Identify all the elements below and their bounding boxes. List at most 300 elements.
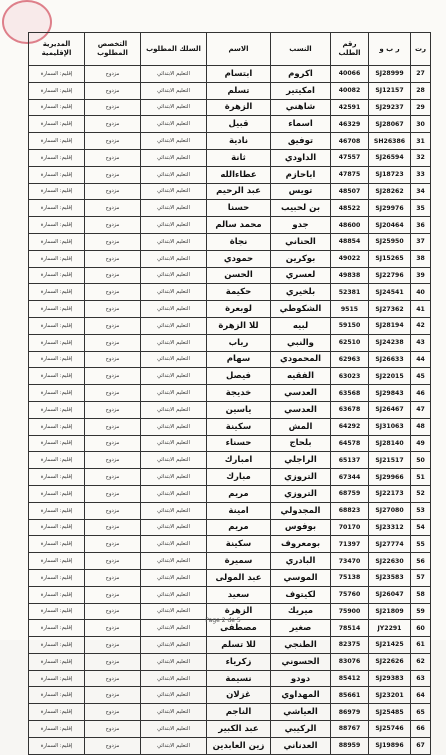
cell-order: SJ24541 [369,284,411,301]
cell-required-track: التعليم الابتدائي [141,586,207,603]
cell-required-specialty: مزدوج [85,452,141,469]
cell-application-no: 75138 [331,569,369,586]
cell-required-specialty: مزدوج [85,301,141,318]
cell-required-track: التعليم الابتدائي [141,687,207,704]
cell-order: SJ26633 [369,351,411,368]
cell-required-specialty: مزدوج [85,485,141,502]
cell-required-specialty: مزدوج [85,418,141,435]
cell-regional-directorate: إقليم: السمارة [29,301,85,318]
cell-first-name: امينة [207,502,271,519]
cell-order: SJ22626 [369,653,411,670]
cell-required-track: التعليم الابتدائي [141,149,207,166]
cell-order: SJ28067 [369,116,411,133]
cell-first-name: فيصل [207,368,271,385]
cell-required-track: التعليم الابتدائي [141,217,207,234]
cell-order: SJ25485 [369,704,411,721]
cell-order: SJ29843 [369,385,411,402]
cell-required-specialty: مزدوج [85,267,141,284]
cell-required-specialty: مزدوج [85,149,141,166]
cell-order: SJ25950 [369,233,411,250]
cell-application-no: 82375 [331,637,369,654]
table-row [29,653,431,670]
cell-order: SJ28140 [369,435,411,452]
cell-first-name: امبارك [207,452,271,469]
cell-first-name: الزهرة [207,99,271,116]
cell-family-name: الطنجي [271,637,331,654]
cell-first-name: نجاة [207,233,271,250]
cell-application-no: 47875 [331,166,369,183]
cell-order: SJ19896 [369,737,411,754]
cell-regional-directorate: إقليم: السمارة [29,553,85,570]
cell-application-no: 40082 [331,82,369,99]
table-row [29,82,431,99]
cell-required-track: التعليم الابتدائي [141,418,207,435]
cell-application-no: 52381 [331,284,369,301]
cell-family-name: بوفوس [271,519,331,536]
cell-regional-directorate: إقليم: السمارة [29,267,85,284]
table-row [29,116,431,133]
cell-regional-directorate: إقليم: السمارة [29,737,85,754]
cell-required-track: التعليم الابتدائي [141,485,207,502]
cell-required-track: التعليم الابتدائي [141,653,207,670]
cell-family-name: جدو [271,217,331,234]
cell-required-specialty: مزدوج [85,502,141,519]
table-row [29,637,431,654]
cell-required-track: التعليم الابتدائي [141,435,207,452]
cell-application-no: 70170 [331,519,369,536]
cell-rank: 27 [411,66,431,83]
cell-order: SJ18723 [369,166,411,183]
cell-required-specialty: مزدوج [85,334,141,351]
table-row [29,502,431,519]
cell-application-no: 42591 [331,99,369,116]
cell-family-name: ميريك [271,603,331,620]
cell-order: SJ23201 [369,687,411,704]
table-row [29,418,431,435]
cell-application-no: 49022 [331,250,369,267]
cell-application-no: 63568 [331,385,369,402]
cell-rank: 66 [411,721,431,738]
cell-first-name: الحسن [207,267,271,284]
cell-order: SJ31063 [369,418,411,435]
cell-order: SJ26047 [369,586,411,603]
cell-family-name: المحمودي [271,351,331,368]
cell-regional-directorate: إقليم: السمارة [29,418,85,435]
cell-regional-directorate: إقليم: السمارة [29,637,85,654]
cell-application-no: 48507 [331,183,369,200]
cell-order: SJ27362 [369,301,411,318]
table-row [29,569,431,586]
cell-family-name: العدسي [271,385,331,402]
cell-regional-directorate: إقليم: السمارة [29,166,85,183]
cell-required-specialty: مزدوج [85,351,141,368]
table-row [29,485,431,502]
cell-required-track: التعليم الابتدائي [141,267,207,284]
cell-order: SJ26594 [369,149,411,166]
cell-required-specialty: مزدوج [85,637,141,654]
header-rank: رت [411,33,431,66]
cell-regional-directorate: إقليم: السمارة [29,116,85,133]
table-row [29,536,431,553]
cell-first-name: ياسين [207,401,271,418]
cell-rank: 34 [411,183,431,200]
cell-first-name: سعيد [207,586,271,603]
cell-application-no: 73470 [331,553,369,570]
cell-family-name: بلحاج [271,435,331,452]
cell-rank: 64 [411,687,431,704]
table-row [29,217,431,234]
cell-required-specialty: مزدوج [85,82,141,99]
cell-rank: 67 [411,737,431,754]
table-row [29,401,431,418]
cell-family-name: التروزي [271,469,331,486]
candidates-table [28,32,431,755]
cell-family-name: توفيق [271,133,331,150]
cell-first-name: للا تسلم [207,637,271,654]
cell-first-name: لوبعرة [207,301,271,318]
cell-first-name: عطاءالله [207,166,271,183]
cell-first-name: نادية [207,133,271,150]
cell-rank: 33 [411,166,431,183]
header-regional-directorate: المديرية الإقليمية [29,33,85,66]
cell-rank: 63 [411,670,431,687]
cell-first-name: محمد سالم [207,217,271,234]
header-required-track: السلك المطلوب [141,33,207,66]
cell-first-name: ثانة [207,149,271,166]
cell-regional-directorate: إقليم: السمارة [29,401,85,418]
cell-family-name: العدسي [271,401,331,418]
cell-regional-directorate: إقليم: السمارة [29,217,85,234]
cell-required-track: التعليم الابتدائي [141,334,207,351]
cell-rank: 31 [411,133,431,150]
cell-first-name: خديجة [207,385,271,402]
table-row [29,553,431,570]
cell-rank: 39 [411,267,431,284]
cell-rank: 29 [411,99,431,116]
table-row [29,737,431,754]
cell-required-track: التعليم الابتدائي [141,351,207,368]
cell-rank: 65 [411,704,431,721]
cell-regional-directorate: إقليم: السمارة [29,653,85,670]
cell-family-name: الحناني [271,233,331,250]
cell-regional-directorate: إقليم: السمارة [29,385,85,402]
cell-family-name: دودو [271,670,331,687]
table-row [29,519,431,536]
cell-application-no: 71397 [331,536,369,553]
cell-first-name: سهام [207,351,271,368]
cell-rank: 42 [411,317,431,334]
cell-regional-directorate: إقليم: السمارة [29,250,85,267]
cell-regional-directorate: إقليم: السمارة [29,620,85,637]
cell-family-name: الفقيه [271,368,331,385]
cell-family-name: المش [271,418,331,435]
cell-regional-directorate: إقليم: السمارة [29,519,85,536]
cell-family-name: صغير [271,620,331,637]
cell-rank: 53 [411,502,431,519]
cell-application-no: 46329 [331,116,369,133]
cell-required-specialty: مزدوج [85,200,141,217]
cell-application-no: 63023 [331,368,369,385]
cell-required-specialty: مزدوج [85,670,141,687]
cell-regional-directorate: إقليم: السمارة [29,133,85,150]
cell-order: SJ21425 [369,637,411,654]
cell-required-track: التعليم الابتدائي [141,737,207,754]
table-row [29,452,431,469]
table-row [29,166,431,183]
cell-family-name: التروزي [271,485,331,502]
cell-required-specialty: مزدوج [85,553,141,570]
cell-regional-directorate: إقليم: السمارة [29,351,85,368]
cell-required-specialty: مزدوج [85,569,141,586]
cell-rank: 51 [411,469,431,486]
cell-rank: 28 [411,82,431,99]
cell-family-name: بوكرين [271,250,331,267]
cell-regional-directorate: إقليم: السمارة [29,183,85,200]
cell-required-track: التعليم الابتدائي [141,519,207,536]
cell-regional-directorate: إقليم: السمارة [29,469,85,486]
cell-regional-directorate: إقليم: السمارة [29,149,85,166]
cell-application-no: 67344 [331,469,369,486]
cell-application-no: 48600 [331,217,369,234]
cell-required-track: التعليم الابتدائي [141,502,207,519]
cell-required-specialty: مزدوج [85,116,141,133]
cell-family-name: العدناني [271,737,331,754]
cell-order: SJ23583 [369,569,411,586]
table-row [29,183,431,200]
cell-order: SJ22796 [369,267,411,284]
cell-rank: 61 [411,637,431,654]
table-row [29,149,431,166]
cell-family-name: لكيتوف [271,586,331,603]
cell-regional-directorate: إقليم: السمارة [29,670,85,687]
cell-application-no: 88767 [331,721,369,738]
table-row [29,586,431,603]
cell-first-name: قبيل [207,116,271,133]
cell-rank: 56 [411,553,431,570]
cell-first-name: سكينة [207,536,271,553]
cell-first-name: مصطفى [207,620,271,637]
cell-application-no: 78514 [331,620,369,637]
cell-first-name: الزهرة [207,603,271,620]
cell-required-track: التعليم الابتدائي [141,133,207,150]
cell-required-specialty: مزدوج [85,99,141,116]
cell-application-no: 85412 [331,670,369,687]
cell-required-specialty: مزدوج [85,66,141,83]
cell-application-no: 83076 [331,653,369,670]
cell-required-specialty: مزدوج [85,687,141,704]
cell-regional-directorate: إقليم: السمارة [29,569,85,586]
cell-required-specialty: مزدوج [85,368,141,385]
cell-rank: 54 [411,519,431,536]
cell-first-name: عبد الكبير [207,721,271,738]
cell-required-track: التعليم الابتدائي [141,637,207,654]
cell-family-name: الراجلي [271,452,331,469]
cell-application-no: 9515 [331,301,369,318]
cell-required-specialty: مزدوج [85,435,141,452]
cell-application-no: 64292 [331,418,369,435]
cell-family-name: المجدولي [271,502,331,519]
cell-family-name: لبيه [271,317,331,334]
cell-rank: 47 [411,401,431,418]
cell-application-no: 88959 [331,737,369,754]
cell-application-no: 86979 [331,704,369,721]
cell-regional-directorate: إقليم: السمارة [29,502,85,519]
cell-rank: 55 [411,536,431,553]
cell-required-track: التعليم الابتدائي [141,317,207,334]
cell-application-no: 68823 [331,502,369,519]
cell-regional-directorate: إقليم: السمارة [29,704,85,721]
cell-required-track: التعليم الابتدائي [141,200,207,217]
cell-first-name: حسنا [207,200,271,217]
cell-order: SJ27080 [369,502,411,519]
cell-application-no: 46708 [331,133,369,150]
cell-application-no: 49838 [331,267,369,284]
cell-first-name: حمودي [207,250,271,267]
cell-order: SJ29237 [369,99,411,116]
cell-application-no: 75900 [331,603,369,620]
cell-required-specialty: مزدوج [85,536,141,553]
cell-application-no: 59150 [331,317,369,334]
cell-required-specialty: مزدوج [85,317,141,334]
cell-required-specialty: مزدوج [85,183,141,200]
cell-required-specialty: مزدوج [85,519,141,536]
cell-application-no: 64578 [331,435,369,452]
cell-first-name: حكيمة [207,284,271,301]
cell-required-specialty: مزدوج [85,217,141,234]
table-row [29,200,431,217]
cell-required-specialty: مزدوج [85,133,141,150]
cell-required-track: التعليم الابتدائي [141,233,207,250]
table-row [29,721,431,738]
cell-application-no: 48854 [331,233,369,250]
cell-application-no: 75760 [331,586,369,603]
cell-required-specialty: مزدوج [85,620,141,637]
cell-family-name: لعسري [271,267,331,284]
cell-required-specialty: مزدوج [85,284,141,301]
cell-rank: 36 [411,217,431,234]
cell-rank: 49 [411,435,431,452]
cell-regional-directorate: إقليم: السمارة [29,536,85,553]
cell-first-name: سكينة [207,418,271,435]
cell-order: SJ20464 [369,217,411,234]
cell-required-track: التعليم الابتدائي [141,670,207,687]
cell-order: SJ28262 [369,183,411,200]
header-first-name: الاسم [207,33,271,66]
cell-order: SJ21809 [369,603,411,620]
cell-required-track: التعليم الابتدائي [141,469,207,486]
cell-rank: 59 [411,603,431,620]
cell-order: SJ28194 [369,317,411,334]
cell-rank: 52 [411,485,431,502]
cell-required-specialty: مزدوج [85,704,141,721]
cell-first-name: نسيمة [207,670,271,687]
table-row [29,368,431,385]
cell-application-no: 47557 [331,149,369,166]
cell-required-specialty: مزدوج [85,166,141,183]
cell-required-track: التعليم الابتدائي [141,82,207,99]
cell-family-name: بن لحبيب [271,200,331,217]
table-row [29,704,431,721]
cell-required-track: التعليم الابتدائي [141,301,207,318]
cell-first-name: للا الزهرة [207,317,271,334]
cell-family-name: الشكوطي [271,301,331,318]
cell-first-name: عبد المولى [207,569,271,586]
cell-rank: 58 [411,586,431,603]
cell-required-specialty: مزدوج [85,603,141,620]
cell-family-name: شاهني [271,99,331,116]
cell-application-no: 63678 [331,401,369,418]
table-row [29,334,431,351]
cell-regional-directorate: إقليم: السمارة [29,721,85,738]
table-row [29,351,431,368]
cell-family-name: الحسوني [271,653,331,670]
cell-rank: 60 [411,620,431,637]
cell-family-name: العياشي [271,704,331,721]
cell-required-track: التعليم الابتدائي [141,166,207,183]
cell-required-track: التعليم الابتدائي [141,536,207,553]
cell-regional-directorate: إقليم: السمارة [29,284,85,301]
table-header-row [29,33,431,66]
header-required-specialty: التخصص المطلوب [85,33,141,66]
cell-regional-directorate: إقليم: السمارة [29,452,85,469]
cell-family-name: بومعروف [271,536,331,553]
cell-rank: 57 [411,569,431,586]
cell-required-specialty: مزدوج [85,721,141,738]
cell-application-no: 85661 [331,687,369,704]
cell-order: JY2291 [369,620,411,637]
cell-required-track: التعليم الابتدائي [141,116,207,133]
cell-first-name: عبد الرحيم [207,183,271,200]
cell-regional-directorate: إقليم: السمارة [29,435,85,452]
cell-required-track: التعليم الابتدائي [141,99,207,116]
cell-required-track: التعليم الابتدائي [141,183,207,200]
cell-order: SJ24238 [369,334,411,351]
cell-family-name: اباحازم [271,166,331,183]
cell-first-name: مريم [207,519,271,536]
cell-regional-directorate: إقليم: السمارة [29,200,85,217]
cell-regional-directorate: إقليم: السمارة [29,99,85,116]
cell-application-no: 68759 [331,485,369,502]
cell-rank: 35 [411,200,431,217]
page-footer: Page 2 de 5 [205,617,241,624]
cell-regional-directorate: إقليم: السمارة [29,317,85,334]
cell-regional-directorate: إقليم: السمارة [29,586,85,603]
table-row [29,317,431,334]
table-row [29,385,431,402]
cell-order: SJ26467 [369,401,411,418]
cell-required-track: التعليم الابتدائي [141,385,207,402]
cell-required-track: التعليم الابتدائي [141,452,207,469]
cell-required-specialty: مزدوج [85,401,141,418]
cell-required-track: التعليم الابتدائي [141,569,207,586]
header-order: ر ب و [369,33,411,66]
cell-required-track: التعليم الابتدائي [141,368,207,385]
cell-first-name: رباب [207,334,271,351]
cell-required-specialty: مزدوج [85,233,141,250]
cell-first-name: حسناء [207,435,271,452]
cell-required-specialty: مزدوج [85,469,141,486]
cell-required-track: التعليم الابتدائي [141,553,207,570]
cell-required-track: التعليم الابتدائي [141,250,207,267]
cell-rank: 45 [411,368,431,385]
cell-required-track: التعليم الابتدائي [141,66,207,83]
cell-rank: 41 [411,301,431,318]
table-row [29,670,431,687]
table-row [29,284,431,301]
cell-first-name: زين العابدين [207,737,271,754]
cell-order: SJ28999 [369,66,411,83]
cell-rank: 32 [411,149,431,166]
